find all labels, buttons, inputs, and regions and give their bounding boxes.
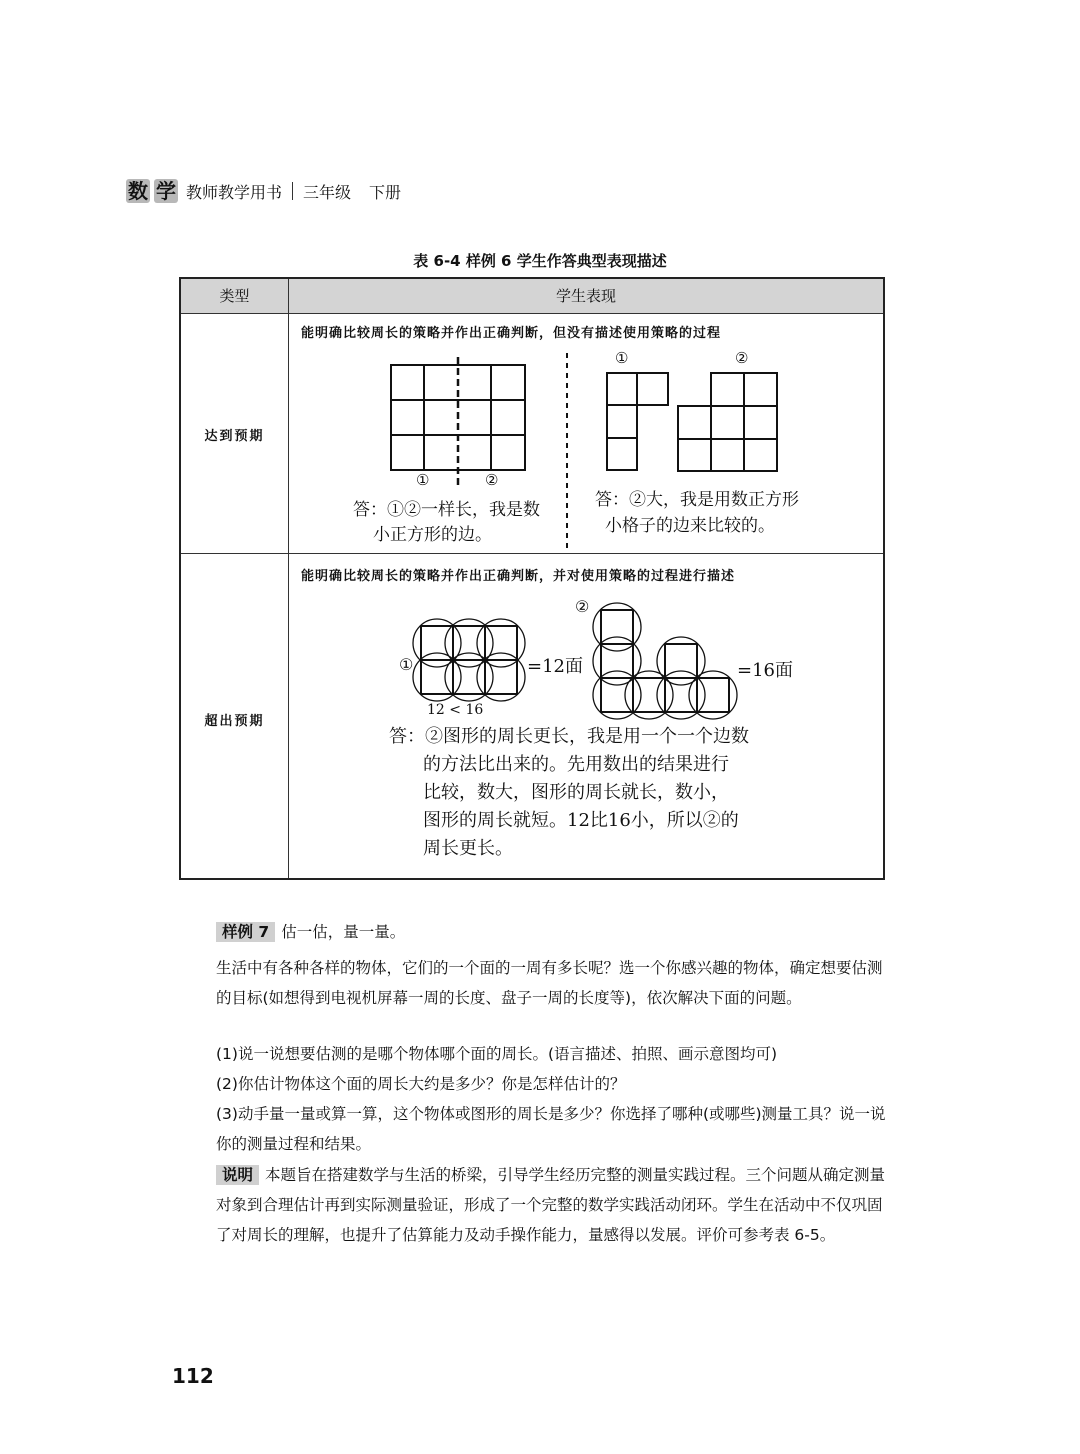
explanation-tag: 说明 xyxy=(216,1165,259,1185)
grid-figure-2 xyxy=(678,373,777,471)
category-exceeds: 超出预期 xyxy=(204,714,265,729)
header-divider xyxy=(292,182,293,200)
left-label-1: ① xyxy=(416,471,430,489)
brand-char-2: 学 xyxy=(156,179,176,203)
category-meets: 达到预期 xyxy=(204,429,265,444)
question-2: (2)你估计物体这个面的周长大约是多少？你是怎样估计的？ xyxy=(216,1075,626,1093)
page-number: 112 xyxy=(172,1364,214,1388)
table-title: 表 6-4 样例 6 学生作答典型表现描述 xyxy=(413,252,667,270)
answer-line-2: 的方法比出来的。先用数出的结果进行 xyxy=(423,754,729,775)
left-answer-line-2: 小正方形的边。 xyxy=(373,525,492,545)
circled-figure-1 xyxy=(413,619,525,701)
left-answer-line-1: 答：①②一样长，我是数 xyxy=(353,500,540,520)
answer-line-4: 图形的周长就短。12比16小，所以②的 xyxy=(423,810,739,831)
left-label-2: ② xyxy=(485,471,499,489)
explanation-paragraph xyxy=(216,1160,886,1250)
sample7-intro: 生活中有各种各样的物体，它们的一个面的一周有多长呢？选一个你感兴趣的物体，确定想要估测的目标(如想得到电视机屏幕一周的长度、盘子一周的长度等)，依次解决下面的问题。 xyxy=(216,959,883,1007)
comparison-note: 12 < 16 xyxy=(427,702,484,718)
circled-figure-2 xyxy=(593,603,737,719)
grid-figure-equal xyxy=(391,357,525,485)
answer-line-3: 比较，数大，图形的周长就长，数小， xyxy=(423,782,729,803)
right-label-2: ② xyxy=(735,349,749,367)
brand-char-1: 数 xyxy=(128,179,148,203)
count-result-1: =12面 xyxy=(527,656,583,677)
explanation-text: 本题旨在搭建数学与生活的桥梁，引导学生经历完整的测量实践过程。三个问题从确定测量对象到合理估计再到实际测量验证，形成了一个完整的数学实践活动闭环。学生在活动中不仅巩固了对周长的理解，也提升了估算能力及动手操作能力，量感得以发展。评价可参考表 6-5。 xyxy=(216,1166,886,1244)
sample7-heading xyxy=(216,917,886,947)
sample7-tag: 样例 7 xyxy=(216,922,275,942)
figure-label-2: ② xyxy=(575,597,590,616)
running-header xyxy=(126,176,401,206)
right-label-1: ① xyxy=(615,349,629,367)
sample7-title: 估一估，量一量。 xyxy=(281,923,406,941)
description-meets: 能明确比较周长的策略并作出正确判断，但没有描述使用策略的过程 xyxy=(301,326,722,341)
performance-table xyxy=(179,277,885,880)
term-label: 下册 xyxy=(369,182,402,202)
count-result-2: =16面 xyxy=(737,660,793,681)
answer-line-5: 周长更长。 xyxy=(423,838,513,859)
right-answer-line-2: 小格子的边来比较的。 xyxy=(605,516,775,536)
grade-label: 三年级 xyxy=(303,182,352,202)
question-1: (1)说一说想要估测的是哪个物体哪个面的周长。(语言描述、拍照、画示意图均可) xyxy=(216,1045,778,1063)
question-3: (3)动手量一量或算一算，这个物体或图形的周长是多少？你选择了哪种(或哪些)测量工具？说一说你的测量过程和结果。 xyxy=(216,1105,886,1153)
student-work-exceeds xyxy=(289,584,883,878)
description-exceeds: 能明确比较周长的策略并作出正确判断，并对使用策略的过程进行描述 xyxy=(301,569,736,584)
book-title: 教师教学用书 xyxy=(186,182,283,202)
answer-line-1: 答：②图形的周长更长，我是用一个一个边数 xyxy=(389,726,749,747)
header-type: 类型 xyxy=(219,287,250,305)
header-performance: 学生表现 xyxy=(555,287,616,305)
student-work-meets xyxy=(289,343,883,553)
right-answer-line-1: 答：②大，我是用数正方形 xyxy=(595,490,799,510)
row-divider xyxy=(181,553,883,554)
grid-figure-1 xyxy=(607,373,668,470)
figure-label-1: ① xyxy=(399,655,414,674)
